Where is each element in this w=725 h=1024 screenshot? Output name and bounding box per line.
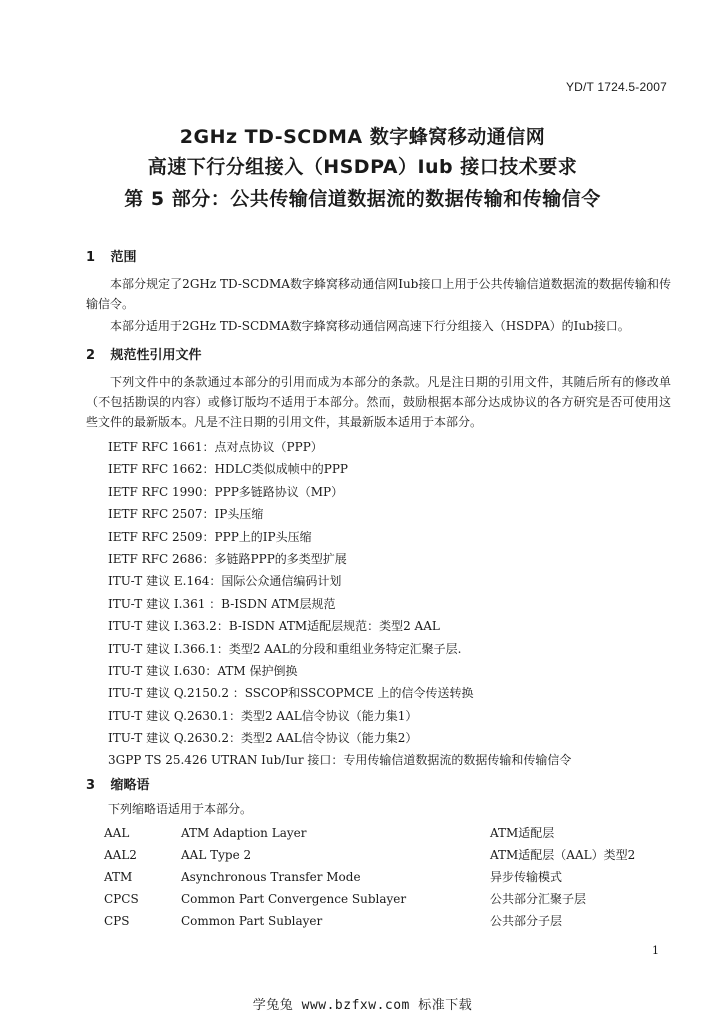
reference-item: ITU-T 建议 I.366.1：类型2 AAL的分段和重组业务特定汇聚子层.: [108, 641, 462, 656]
section-title: 规范性引用文件: [110, 348, 202, 363]
section-1-paragraph-2: 本部分适用于2GHz TD-SCDMA数字蜂窝移动通信网高速下行分组接入（HSDPA）的Iub接口。: [110, 319, 630, 333]
chinese-term: ATM适配层: [490, 826, 555, 840]
section-number: 1: [86, 250, 96, 265]
reference-item: IETF RFC 1662：HDLC类似成帧中的PPP: [108, 462, 349, 477]
abbreviation: AAL2: [104, 848, 137, 862]
reference-item: ITU-T 建议 Q.2150.2 ：SSCOP和SSCOPMCE 上的信令传送转换: [108, 686, 474, 701]
abbreviation-row: [104, 844, 684, 866]
section-title: 缩略语: [110, 778, 150, 793]
chinese-term: ATM适配层（AAL）类型2: [490, 848, 636, 862]
title-line-2: 高速下行分组接入（HSDPA）Iub 接口技术要求: [147, 156, 578, 178]
page-number: 1: [652, 944, 659, 957]
section-3-heading: [86, 774, 150, 793]
english-term: AAL Type 2: [181, 848, 252, 862]
section-1-heading: [86, 246, 137, 265]
footer-watermark: 学兔兔 www.bzfxw.com 标准下载: [252, 998, 473, 1013]
reference-item: ITU-T 建议 E.164：国际公众通信编码计划: [108, 574, 342, 589]
abbreviation-row: [104, 822, 684, 844]
abbreviation: AAL: [104, 826, 130, 840]
abbreviation-row: [104, 888, 684, 910]
english-term: Asynchronous Transfer Mode: [181, 870, 361, 884]
chinese-term: 公共部分子层: [490, 914, 563, 928]
reference-item: IETF RFC 2507：IP头压缩: [108, 507, 264, 522]
reference-item: IETF RFC 1990：PPP多链路协议（MP）: [108, 484, 344, 499]
reference-item: 3GPP TS 25.426 UTRAN Iub/Iur 接口：专用传输信道数据流的数据传输和传输信令: [108, 753, 572, 768]
section-2-paragraph: 下列文件中的条款通过本部分的引用而成为本部分的条款。凡是注日期的引用文件，其随后所有的修改单（不包括勘误的内容）或修订版均不适用于本部分。然而，鼓励根据本部分达成协议的各方研究是否可使用这些文件的最新版本。凡是不注日期的引用文件，其最新版本适用于本部分。: [86, 375, 671, 429]
english-term: ATM Adaption Layer: [181, 826, 307, 840]
section-2-heading: [86, 344, 202, 363]
title-line-1: 2GHz TD-SCDMA 数字蜂窝移动通信网: [179, 126, 546, 148]
abbreviation: ATM: [104, 870, 133, 884]
english-term: Common Part Sublayer: [181, 914, 323, 928]
reference-item: IETF RFC 2686：多链路PPP的多类型扩展: [108, 551, 347, 566]
reference-item: ITU-T 建议 I.630：ATM 保护倒换: [108, 663, 298, 678]
section-number: 3: [86, 778, 96, 793]
standard-number: YD/T 1724.5-2007: [565, 80, 667, 94]
chinese-term: 异步传输模式: [490, 870, 563, 884]
reference-list: [108, 436, 571, 772]
section-1-paragraph-1: 本部分规定了2GHz TD-SCDMA数字蜂窝移动通信网Iub接口上用于公共传输信道数据流的数据传输和传输信令。: [86, 277, 671, 311]
chinese-term: 公共部分汇聚子层: [490, 892, 587, 906]
abbreviation: CPS: [104, 914, 130, 928]
document-title: [0, 122, 725, 216]
reference-item: IETF RFC 1661：点对点协议（PPP）: [108, 440, 323, 454]
reference-item: ITU-T 建议 I.361 ：B-ISDN ATM层规范: [108, 596, 336, 611]
abbreviation-table: [104, 822, 684, 932]
reference-item: IETF RFC 2509：PPP上的IP头压缩: [108, 529, 312, 544]
reference-item: ITU-T 建议 I.363.2：B-ISDN ATM适配层规范：类型2 AAL: [108, 619, 440, 634]
abbreviation: CPCS: [104, 892, 139, 906]
section-title: 范围: [110, 250, 137, 265]
abbreviation-row: [104, 910, 684, 932]
section-number: 2: [86, 348, 96, 363]
english-term: Common Part Convergence Sublayer: [181, 892, 407, 906]
section-3-intro: 下列缩略语适用于本部分。: [108, 802, 253, 816]
title-line-3: 第 5 部分：公共传输信道数据流的数据传输和传输信令: [124, 188, 601, 210]
reference-item: ITU-T 建议 Q.2630.1：类型2 AAL信令协议（能力集1）: [108, 708, 418, 723]
abbreviation-row: [104, 866, 684, 888]
reference-item: ITU-T 建议 Q.2630.2：类型2 AAL信令协议（能力集2）: [108, 731, 418, 746]
